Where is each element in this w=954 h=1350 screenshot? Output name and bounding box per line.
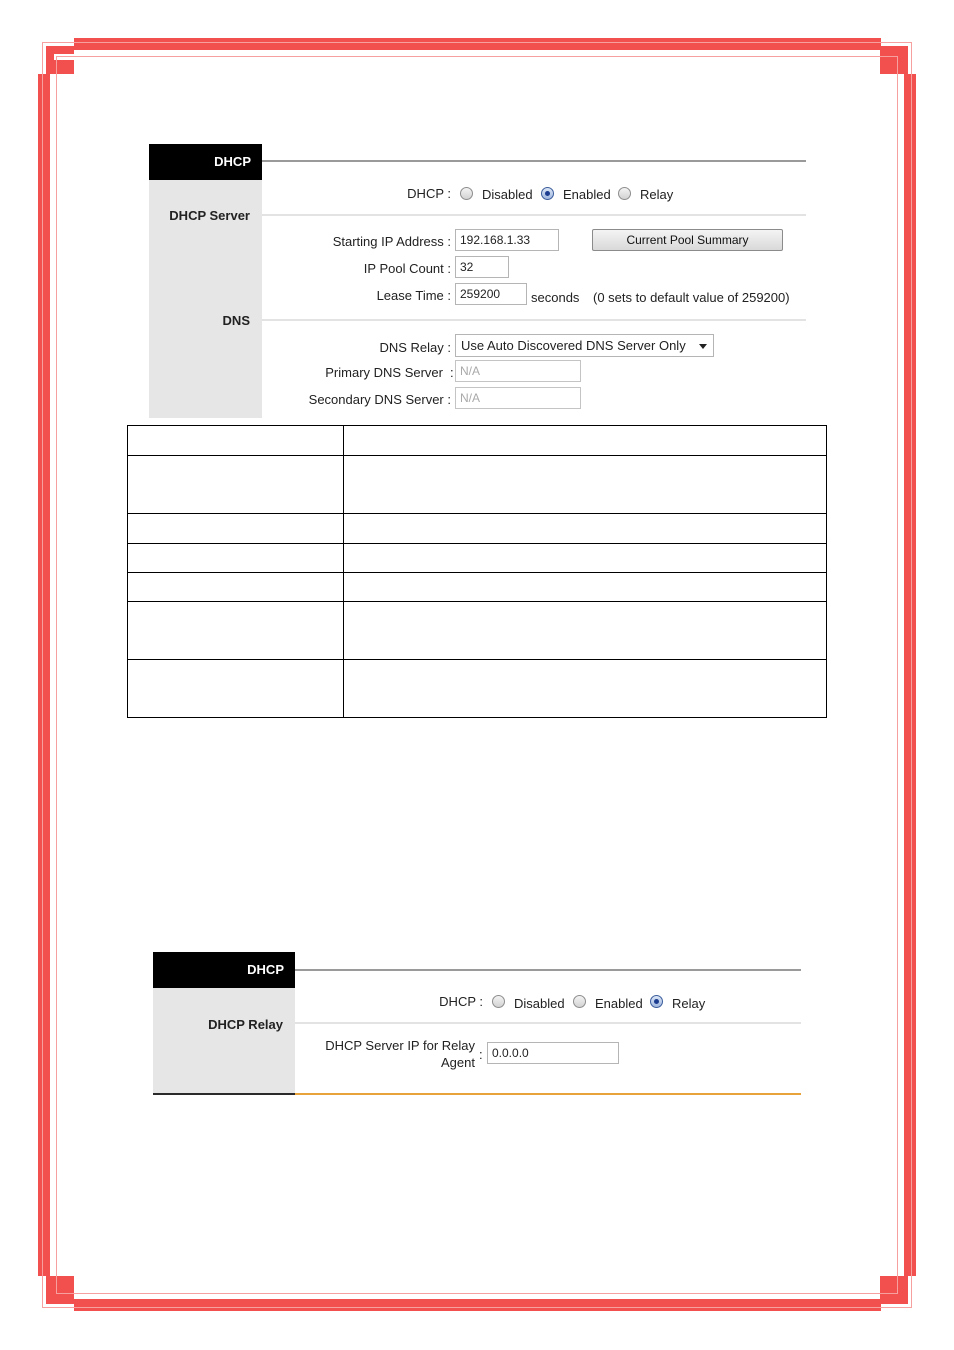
table-cell (344, 660, 827, 718)
relay-radio-enabled[interactable] (573, 995, 586, 1008)
relay-dhcp-mode-label: DHCP : (439, 994, 483, 1009)
relay-panel-header: DHCP (153, 952, 295, 988)
relay-radio-disabled[interactable] (492, 995, 505, 1008)
table-cell (344, 602, 827, 660)
table-row (128, 602, 827, 660)
radio-disabled-label[interactable]: Disabled (482, 187, 533, 202)
primary-dns-input[interactable]: N/A (455, 360, 581, 382)
lease-time-label: Lease Time : (376, 288, 451, 303)
current-pool-summary-button[interactable]: Current Pool Summary (592, 229, 783, 251)
table-cell (128, 426, 344, 456)
section-separator (262, 214, 806, 216)
dns-relay-label: DNS Relay : (379, 340, 451, 355)
pool-count-label: IP Pool Count : (363, 261, 451, 276)
table-cell (344, 544, 827, 573)
relay-header-rule (295, 969, 801, 971)
secondary-dns-label: Secondary DNS Server : (308, 392, 451, 407)
dhcp-mode-label: DHCP : (407, 186, 451, 201)
lease-time-hint: (0 sets to default value of 259200) (593, 290, 790, 305)
table-cell (128, 544, 344, 573)
side-label-dhcp-server: DHCP Server (169, 208, 250, 223)
relay-ip-colon: : (479, 1047, 483, 1062)
table-cell (344, 456, 827, 514)
relay-radio-relay[interactable] (650, 995, 663, 1008)
relay-radio-disabled-label[interactable]: Disabled (514, 996, 565, 1011)
table-row (128, 660, 827, 718)
table-cell (344, 573, 827, 602)
table-cell (344, 514, 827, 544)
header-rule (262, 160, 806, 162)
radio-enabled[interactable] (541, 187, 554, 200)
pool-count-input[interactable]: 32 (455, 256, 509, 278)
dns-separator (262, 319, 806, 321)
table-cell (128, 456, 344, 514)
radio-enabled-label[interactable]: Enabled (563, 187, 611, 202)
table-cell (128, 660, 344, 718)
side-label-dns: DNS (222, 313, 250, 328)
lease-time-input[interactable]: 259200 (455, 283, 527, 305)
dns-relay-select[interactable] (455, 334, 714, 357)
side-label-dhcp-relay: DHCP Relay (208, 1017, 283, 1032)
relay-radio-relay-label[interactable]: Relay (672, 996, 706, 1011)
relay-separator (295, 1022, 801, 1024)
table-cell (128, 573, 344, 602)
radio-disabled[interactable] (460, 187, 473, 200)
panel-header: DHCP (149, 144, 262, 180)
relay-bottom-line-dark (153, 1093, 295, 1095)
starting-ip-label: Starting IP Address : (332, 234, 451, 249)
table-row (128, 544, 827, 573)
table-row (128, 573, 827, 602)
radio-relay-label[interactable]: Relay (640, 187, 674, 202)
description-table (127, 425, 827, 718)
chevron-down-icon (699, 344, 707, 349)
relay-ip-input[interactable]: 0.0.0.0 (487, 1042, 619, 1064)
relay-ip-label-line1: DHCP Server IP for Relay (325, 1038, 475, 1053)
starting-ip-input[interactable]: 192.168.1.33 (455, 229, 559, 251)
table-row (128, 456, 827, 514)
table-row (128, 426, 827, 456)
primary-dns-label: Primary DNS Server (325, 365, 443, 380)
radio-relay[interactable] (618, 187, 631, 200)
secondary-dns-input[interactable]: N/A (455, 387, 581, 409)
relay-ip-label-line2: Agent (441, 1055, 475, 1070)
table-cell (128, 602, 344, 660)
table-row (128, 514, 827, 544)
primary-dns-colon: : (450, 365, 454, 380)
dns-relay-selected-value: Use Auto Discovered DNS Server Only (461, 338, 686, 353)
relay-sidebar (153, 988, 295, 1094)
relay-radio-enabled-label[interactable]: Enabled (595, 996, 643, 1011)
table-cell (128, 514, 344, 544)
lease-time-unit: seconds (531, 290, 580, 305)
relay-bottom-line-accent (295, 1093, 801, 1095)
table-cell (344, 426, 827, 456)
